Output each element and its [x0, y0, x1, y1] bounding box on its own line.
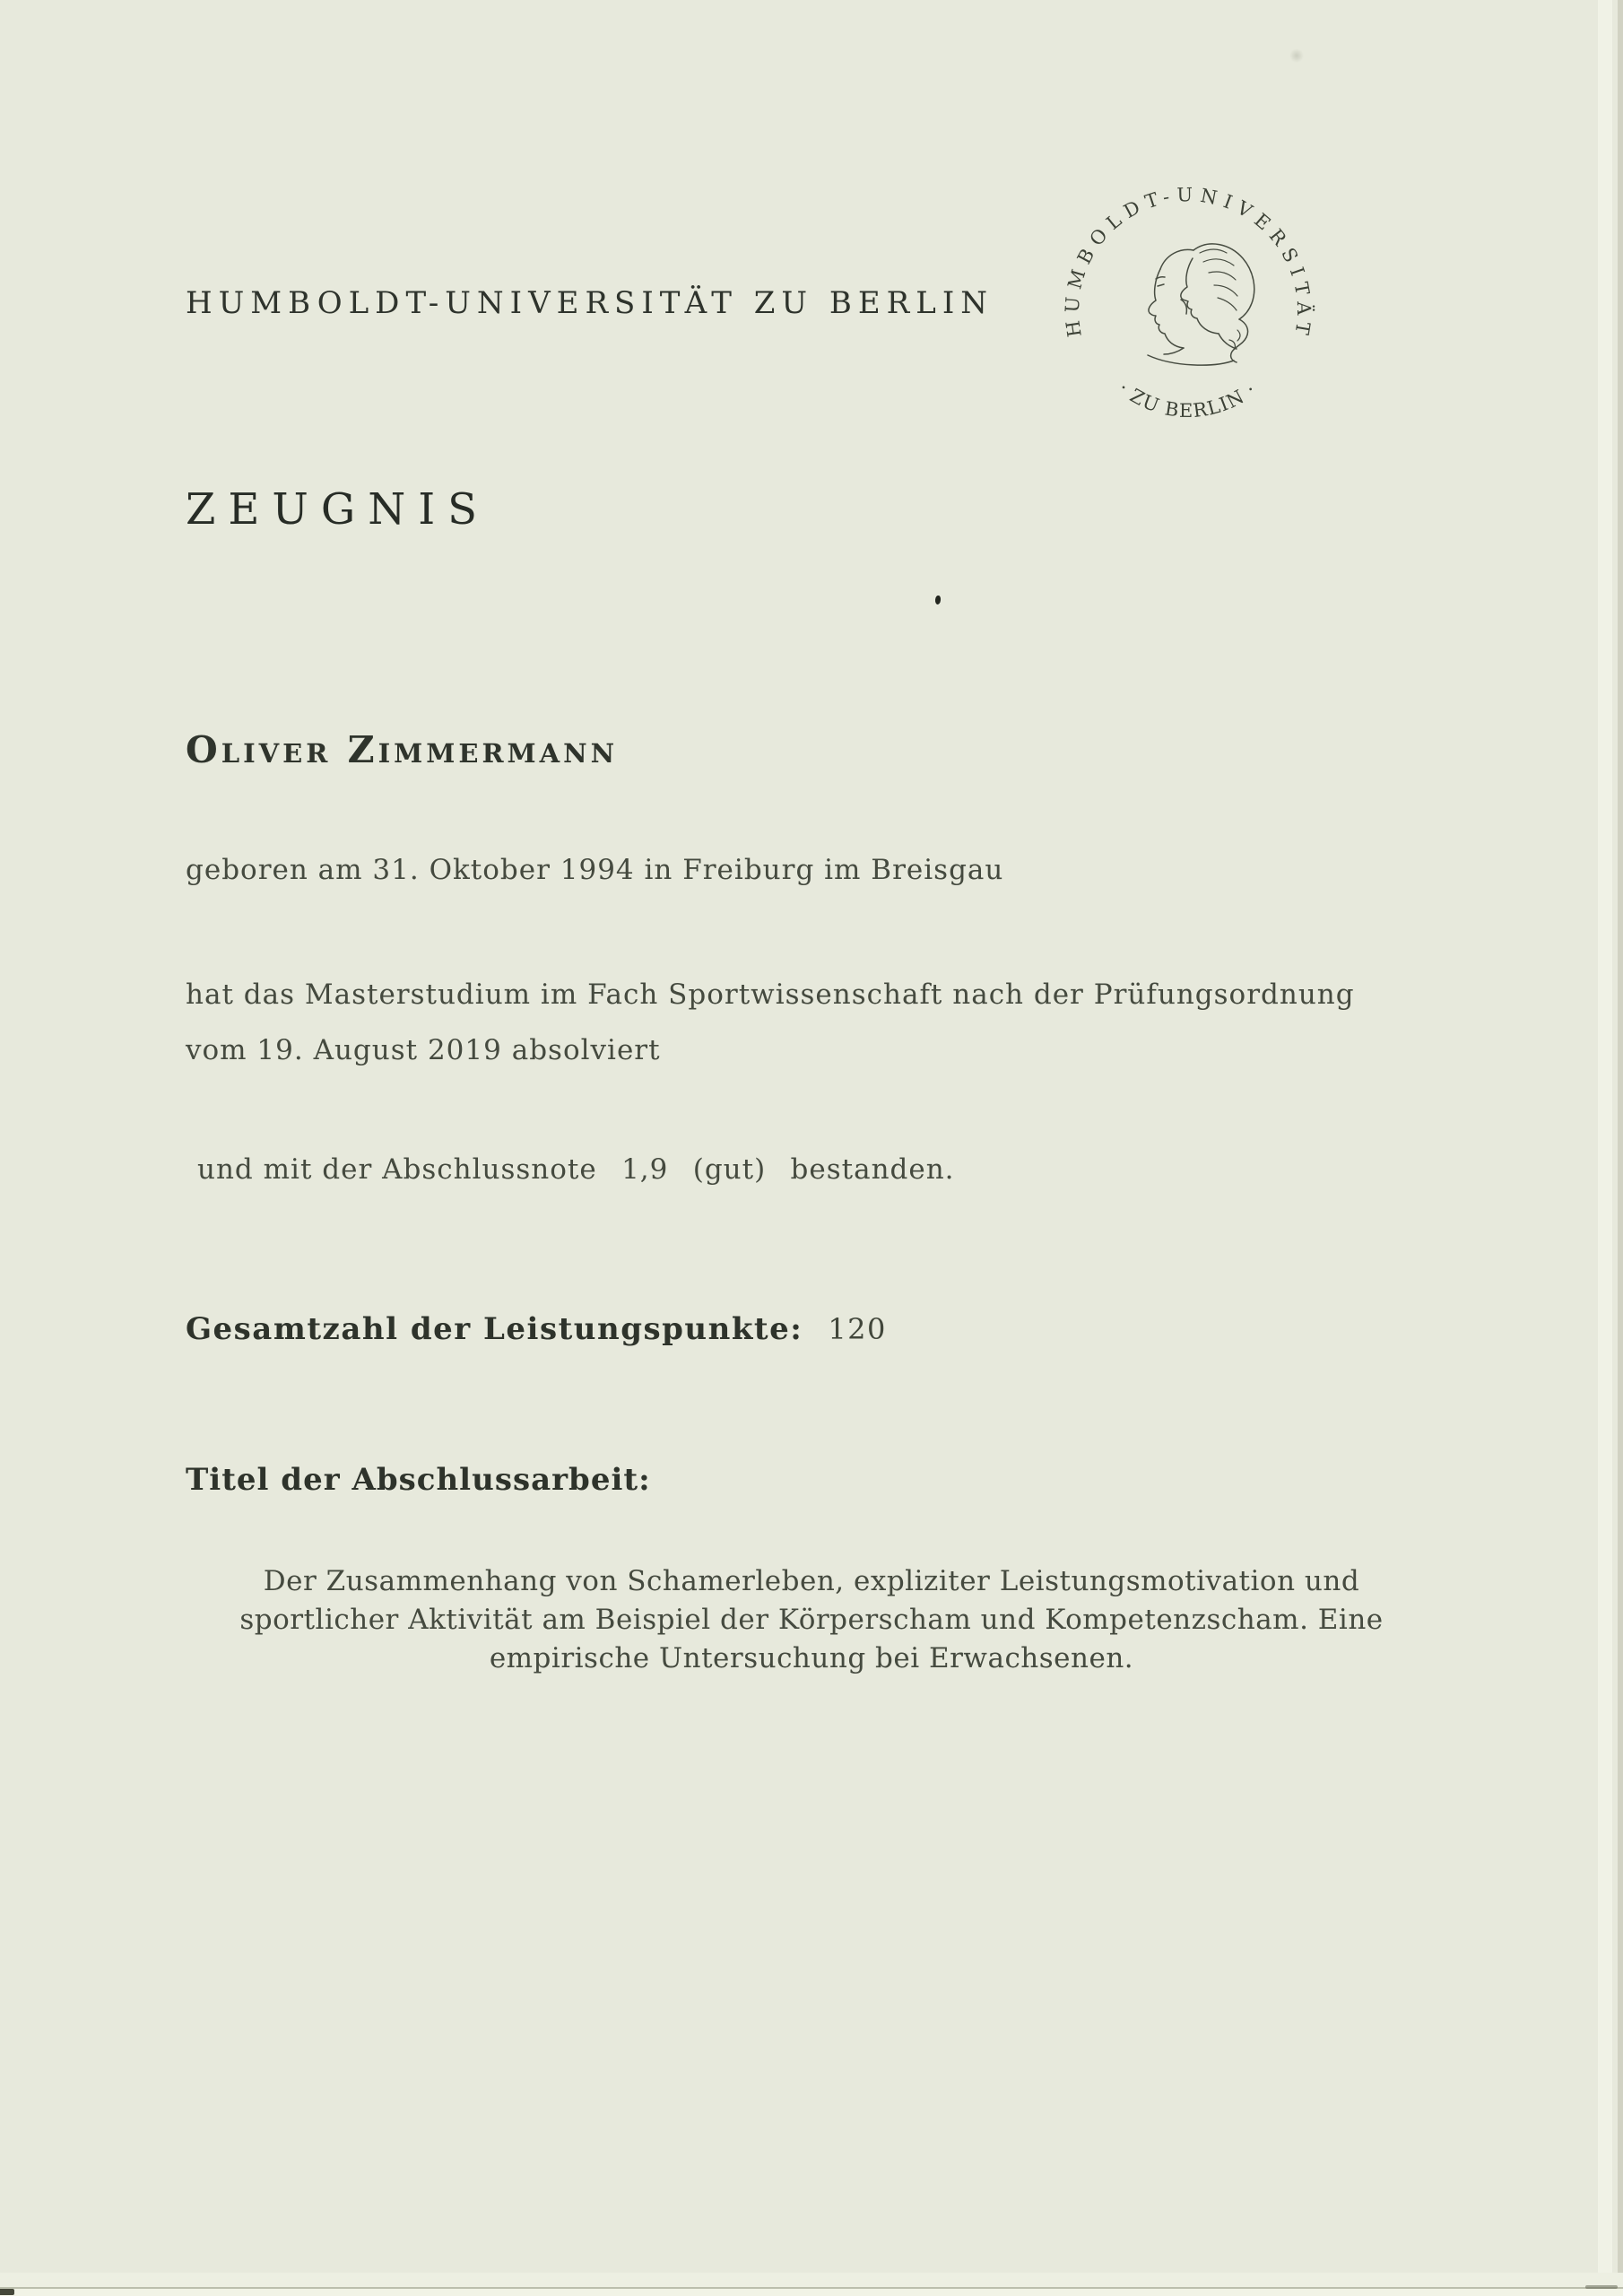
seal-text-top-container: [1062, 184, 1315, 339]
grade-line: und mit der Abschlussnote 1,9 (gut) bestanden.: [197, 1153, 955, 1186]
seal-text-bottom: · ZU BERLIN ·: [1114, 377, 1263, 422]
scan-corner-mark-left: [0, 2289, 14, 2295]
document-title: ZEUGNIS: [186, 484, 490, 535]
thesis-title-line-1: Der Zusammenhang von Schamerleben, expliziter Leistungsmotivation und: [263, 1565, 1360, 1597]
paper-edge-right-highlight: [1598, 0, 1612, 2296]
program-line-2: vom 19. August 2019 absolviert: [186, 1034, 661, 1066]
birth-line: geboren am 31. Oktober 1994 in Freiburg im Breisgau: [186, 854, 1004, 886]
credits-value: 120: [828, 1312, 887, 1346]
thesis-label: Titel der Abschlussarbeit:: [186, 1462, 651, 1498]
scan-speck: [934, 596, 941, 605]
university-name: HUMBOLDT-UNIVERSITÄT ZU BERLIN: [186, 285, 994, 321]
paper-edge-right-shadow: [1618, 0, 1623, 2296]
credits-label: Gesamtzahl der Leistungspunkte:: [186, 1311, 803, 1347]
humboldt-brothers-portrait-icon: [1148, 244, 1254, 365]
thesis-title: [175, 1562, 1448, 1678]
student-name: Oliver Zimmermann: [186, 728, 619, 771]
thesis-title-line-3: empirische Untersuchung bei Erwachsenen.: [489, 1642, 1134, 1674]
thesis-title-line-2: sportlicher Aktivität am Beispiel der Körperscham und Kompetenzscham. Eine: [239, 1604, 1384, 1636]
university-seal-icon: [1038, 160, 1338, 459]
seal-text-top: HUMBOLDT-UNIVERSITÄT: [1061, 184, 1315, 339]
scan-smudge: [1289, 48, 1304, 63]
program-line-1: hat das Masterstudium im Fach Sportwissenschaft nach der Prüfungsordnung: [186, 978, 1355, 1011]
scan-corner-mark-right: [1585, 2285, 1618, 2289]
program-paragraph: [186, 967, 1355, 1078]
credits-line: [186, 1311, 887, 1347]
seal-text-bottom-container: [1115, 378, 1263, 422]
paper-bottom-highlight: [0, 2289, 1623, 2296]
